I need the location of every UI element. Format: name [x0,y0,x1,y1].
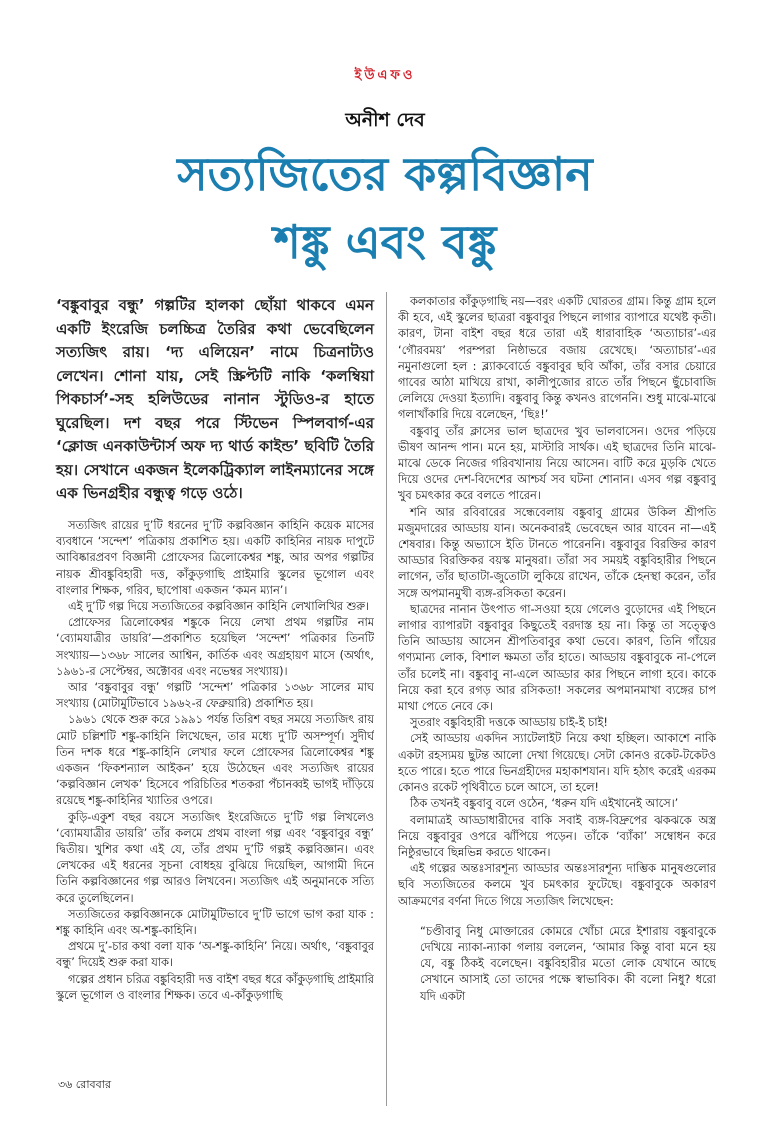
paragraph: কুড়ি-একুশ বছর বয়সে সত্যজিৎ ইংরেজিতে দু’টি গল্প লিখলেও ‘ব্যোমযাত্রীর ডায়রি’ তাঁর কলমে প্রথম বাংলা গল্প এবং ‘বঙ্কুবাবুর বন্ধু’ দ্বিতীয়। খুশির কথা এই যে, তাঁর প্রথম দু’টি গল্পই কল্পবিজ্ঞান। এবং লেখকের এই ধরনের সূচনা বোধহয় বুঝিয়ে দিয়েছিল, আগামী দিনে তিনি কল্পবিজ্ঞানের গল্প আরও লিখবেন। সত্যজিৎ এই অনুমানকে সত্যি করে তুলেছিলেন। [56,810,374,905]
column-divider [386,292,387,1106]
paragraph: ছাত্রদের নানান উৎপাত গা-সওয়া হয়ে গেলেও বুড়োদের এই পিছনে লাগার ব্যাপারটা বঙ্কুবাবুর কিছুতেই বরদাস্ত হয় না। কিন্তু তা সত্ত্বেও তিনি আড্ডায় আসেন শ্রীপতিবাবুর কথা ভেবে। কারণ, তিনি গাঁয়ের গণ্যমান্য লোক, বিশাল ক্ষমতা তাঁর হাতে। আড্ডায় বঙ্কুবাবুকে না-পেলে তাঁর চলেই না। বঙ্কুবাবু না-এলে আড্ডার কার পিছনে লাগা হবে। কাকে নিয়ে করা হবে রগড় আর রসিকতা! সকলের অপমানমাখা ব্যঙ্গের চাপ মাথা পেতে নেবে কে। [398,602,716,714]
page-footer: ৩৬ রোববার [58,1078,111,1091]
paragraph: বঙ্কুবাবু তাঁর ক্লাসের ভাল ছাত্রদের খুব ভালবাসেন। ওদের পড়িয়ে ভীষণ আনন্দ পান। মনে হয়, মাস্টারি সার্থক। এই ছাত্রদের তিনি মাঝে-মাঝে ডেকে নিজের গরিবখানায় নিয়ে আসেন। বাটি করে মুড়কি খেতে দিয়ে ওদের দেশ-বিদেশের আশ্চর্য সব ঘটনা শোনান। এসব গল্প বঙ্কুবাবু খুব চমৎকার করে বলতে পারেন। [398,424,716,503]
left-column [56,518,374,1068]
paragraph: শনি আর রবিবারের সন্ধেবেলায় বঙ্কুবাবু গ্রামের উকিল শ্রীপতি মজুমদারের আড্ডায় যান। অনেকবারই ভেবেছেন আর যাবেন না—এই শেষবার। কিন্তু অভ্যাসে ইতি টানতে পারেননি। বঙ্কুবাবুর বিরক্তির কারণ আড্ডার বিরক্তিকর বয়স্ক মানুষরা। তাঁরা সব সময়ই বঙ্কুবিহারীর পিছনে লাগেন, তাঁর ছাতাটা-জুতোটা লুকিয়ে রাখেন, তাঁকে হেনস্থা করেন, তাঁর সঙ্গে অপমানমুখী ব্যঙ্গ-রসিকতা করেন। [398,505,716,600]
paragraph: গল্পের প্রধান চরিত্র বঙ্কুবিহারী দত্ত বাইশ বছর ধরে কাঁকুড়গাছি প্রাইমারি স্কুলে ভূগোল ও বাংলার শিক্ষক। তবে এ-কাঁকুড়গাছি [56,972,374,1002]
paragraph: সত্যজিৎ রায়ের দু’টি ধরনের দু’টি কল্পবিজ্ঞান কাহিনি কয়েক মাসের ব্যবধানে ‘সন্দেশ’ পত্রিকায় প্রকাশিত হয়। একটি কাহিনির নায়ক দাপুটে আবিষ্কারপ্রবণ বিজ্ঞানী প্রোফেসর ত্রিলোকেশ্বর শঙ্কু, আর অপর গল্পটির নায়ক শ্রীবঙ্কুবিহারী দত্ত, কাঁকুড়গাছি প্রাইমারি স্কুলের ভূগোল এবং বাংলার শিক্ষক, গরিব, ছাপোষা একজন ‘কমন ম্যান’। [56,519,374,597]
paragraph: প্রথমে দু’-চার কথা বলা যাক ‘অ-শঙ্কু-কাহিনি’ নিয়ে। অর্থাৎ, ‘বঙ্কুবাবুর বন্ধু’ দিয়েই শুরু করা যাক। [56,940,374,970]
paragraph: এই দু’টি গল্প দিয়ে সত্যজিতের কল্পবিজ্ঞান কাহিনি লেখালিখির শুরু। [68,600,370,614]
paragraph: সেই আড্ডায় একদিন স্যাটেলাইট নিয়ে কথা হচ্ছিল। আকাশে নাকি একটা রহস্যময় ছুটন্ত আলো দেখা গিয়েছে। সেটা কোনও রকেট-টকেটও হতে পারে। হতে পারে ভিনগ্রহীদের মহাকাশযান। যদি হঠাৎ করেই এরকম কোনও রকেট পৃথিবীতে চলে আসে, তা হলে! [398,732,716,795]
article-subtitle: শঙ্কু এবং বঙ্কু [273,215,497,269]
pull-quote: ‘বঙ্কুবাবুর বন্ধু’ গল্পটির হালকা ছোঁয়া থাকবে এমন একটি ইংরেজি চলচ্চিত্র তৈরির কথা ভেবেছিলেন সত্যজিৎ রায়। ‘দ্য এলিয়েন’ নামে চিত্রনাট্যও লেখেন। শোনা যায়, সেই স্ক্রিপ্টটি নাকি ‘কলম্বিয়া পিকচার্স’-সহ হলিউডের নানান স্টুডিও-র হাতে ঘুরেছিল। দশ বছর পরে স্টিভেন স্পিলবার্গ-এর ‘ক্লোজ এনকাউন্টার্স অফ দ্য থার্ড কাইন্ড’ ছবিটি তৈরি হয়। সেখানে একজন ইলেকট্রিক্যাল লাইনম্যানের সঙ্গে এক ভিনগ্রহীর বন্ধুত্ব গড়ে ওঠে। [56,296,374,502]
block-quote: “চণ্ডীবাবু নিধু মোক্তারের কোমরে খোঁচা মেরে ইশারায় বঙ্কুবাবুকে দেখিয়ে ন্যাকা-ন্যাকা গলায় বললেন, ‘আমার কিন্তু বাবা মনে হয় যে, বঙ্কু ঠিকই বলেছেন। বঙ্কুবিহারীর মতো লোক যেখানে আছে সেখানে আসাই তো তাদের পক্ষে স্বাভাবিক। কী বলো নিধু? ধরো যদি একটা [420,924,716,1003]
article-title: সত্যজিতের কল্পবিজ্ঞান [177,147,593,201]
paragraph: এই গল্পের অন্তঃসারশূন্য আড্ডার অন্তঃসারশূন্য দাম্ভিক মানুষগুলোর ছবি সত্যজিতের কলমে খুব চমৎকার ফুটেছে। বঙ্কুবাবুকে অকারণ আক্রমণের বর্ণনা দিতে গিয়ে সত্যজিৎ লিখেছেন: [398,862,716,908]
paragraph: ঠিক তখনই বঙ্কুবাবু বলে ওঠেন, ‘ধরুন যদি এইখানেই আসে।’ [410,797,679,811]
paragraph: বলামাত্রই আড্ডাধারীদের বাকি সবাই ব্যঙ্গ-বিদ্রুপের ঝকঝকে অস্ত্র নিয়ে বঙ্কুবাবুর ওপরে ঝাঁপিয়ে পড়েন। তাঁকে ‘ব্যাঁকা’ সম্বোধন করে নিষ্ঠুরভাবে ছিন্নভিন্ন করতে থাকেন। [398,813,716,859]
paragraph: সত্যজিতের কল্পবিজ্ঞানকে মোটামুটিভাবে দু’টি ভাগে ভাগ করা যাক : শঙ্কু কাহিনি এবং অ-শঙ্কু-কাহিনি। [56,907,374,938]
section-tag: ইউএফও [354,68,416,83]
right-column [398,294,716,1094]
paragraph: ১৯৬১ থেকে শুরু করে ১৯৯১ পর্যন্ত তিরিশ বছর সময়ে সত্যজিৎ রায় মোট চল্লিশটি শঙ্কু-কাহিনি লিখেছেন, তার মধ্যে দু’টি অসম্পূর্ণ। সুদীর্ঘ তিন দশক ধরে শঙ্কু-কাহিনি লেখার ফলে প্রোফেসর ত্রিলোকেশ্বর শঙ্কু একজন ‘ফিকশন্যাল আইকন’ হয়ে উঠেছেন এবং সত্যজিৎ রায়ের ‘কল্পবিজ্ঞান লেখক’ হিসেবে পরিচিতির শতকরা পঁচানব্বই ভাগই দাঁড়িয়ে রয়েছে শঙ্কু-কাহিনির খ্যাতির ওপরে। [56,713,374,808]
paragraph: আর ‘বঙ্কুবাবুর বন্ধু’ গল্পটি ‘সন্দেশ’ পত্রিকার ১৩৬৮ সালের মাঘ সংখ্যায় (মোটামুটিভাবে ১৯৬২-র ফেব্রুয়ারি) প্রকাশিত হয়। [56,681,374,711]
paragraph: কলকাতার কাঁকুড়গাছি নয়—বরং একটি ঘোরতর গ্রাম। কিন্তু গ্রাম হলে কী হবে, এই স্কুলের ছাত্ররা বঙ্কুবাবুর পিছনে লাগার ব্যাপারে যথেষ্ট কৃতী। কারণ, টানা বাইশ বছর ধরে তারা এই ধারাবাহিক ‘অত্যাচার’-এর ‘গৌরবময়’ পরম্পরা নিষ্ঠাভরে বজায় রেখেছে। ‘অত্যাচার’-এর নমুনাগুলো হল : ব্ল্যাকবোর্ডে বঙ্কুবাবুর ছবি আঁকা, তাঁর বসার চেয়ারে গাবের আঠা মাখিয়ে রাখা, কালীপুজোর রাতে তাঁর পিছনে ছুঁচোবাজি লেলিয়ে দেওয়া ইত্যাদি। বঙ্কুবাবু কিন্তু কখনও রাগেননি। শুধু মাঝে-মাঝে গলাখাঁকারি দিয়ে বলেছেন, ‘ছিঃ!’ [398,295,716,422]
paragraph: সুতরাং বঙ্কুবিহারী দত্তকে আড্ডায় চাই-ই চাই! [410,716,608,730]
paragraph: প্রোফেসর ত্রিলোকেশ্বর শঙ্কুকে নিয়ে লেখা প্রথম গল্পটির নাম ‘ব্যোমযাত্রীর ডায়রি’—প্রকাশিত হয়েছিল ‘সন্দেশ’ পত্রিকার তিনটি সংখ্যায়—১৩৬৮ সালের আশ্বিন, কার্তিক এবং অগ্রহায়ণ মাসে (অর্থাৎ, ১৯৬১-র সেপ্টেম্বর, অক্টোবর এবং নভেম্বর সংখ্যায়)। [56,616,374,678]
author-name: অনীশ দেব [345,109,425,131]
